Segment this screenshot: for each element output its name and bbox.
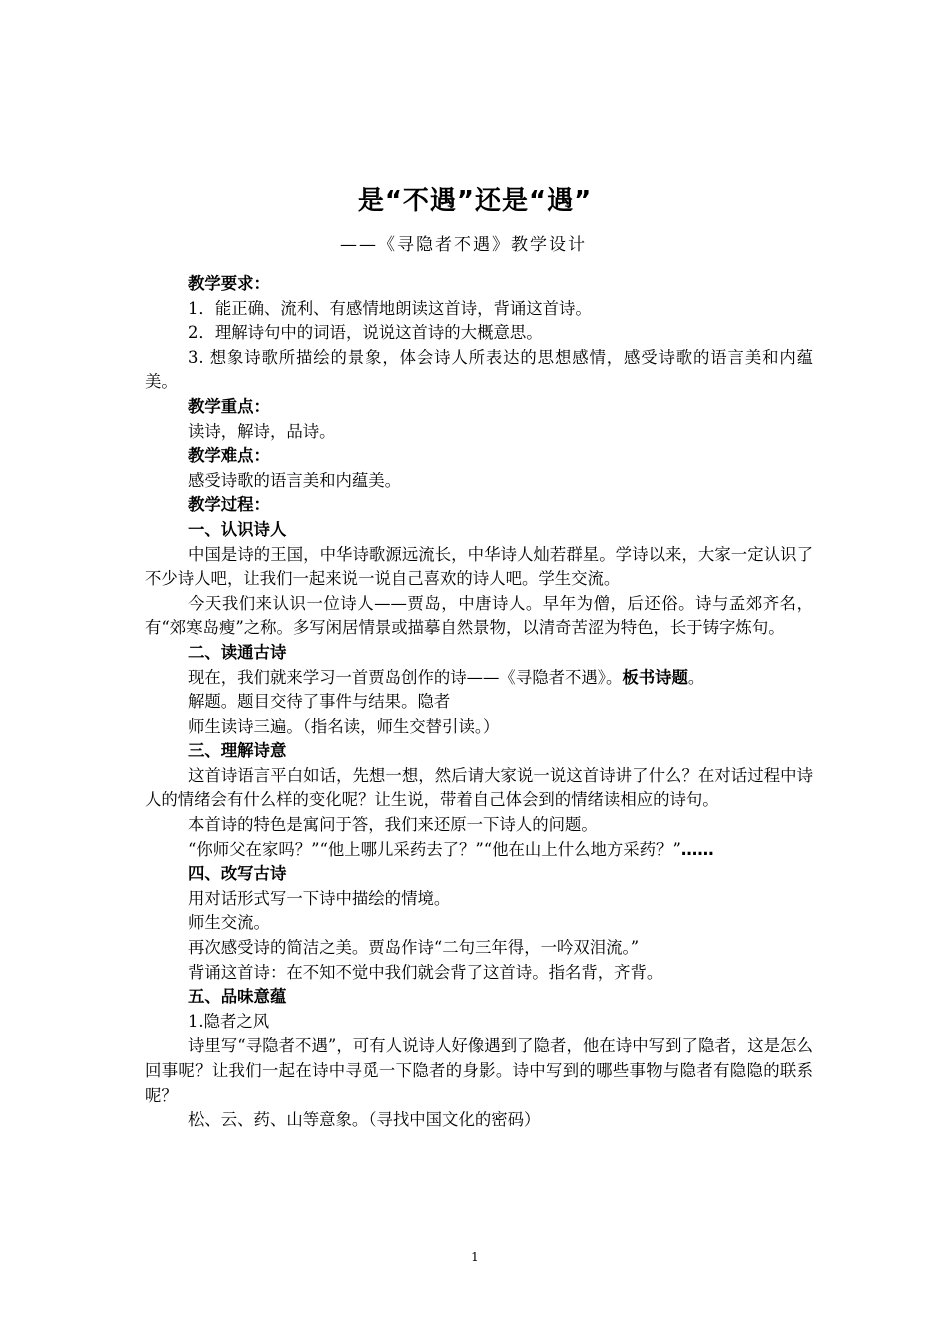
section-4-heading: 四、改写古诗 <box>188 864 287 884</box>
page-number: 1 <box>471 1250 479 1264</box>
document-body <box>145 272 813 1133</box>
paragraph <box>145 666 813 691</box>
heading-key-points: 教学重点： <box>188 396 270 416</box>
paragraph: 本首诗的特色是寓问于答，我们来还原一下诗人的问题。 <box>188 815 598 835</box>
paragraph: 这首诗语言平白如话，先想一想，然后请大家说一说这首诗讲了什么？在对话过程中诗人的情绪会有什么样的变化呢？让生说，带着自己体会到的情绪读相应的诗句。 <box>145 765 813 810</box>
requirement-3: 3. 想象诗歌所描绘的景象，体会诗人所表达的思想感情，感受诗歌的语言美和内蕴美。 <box>145 347 813 392</box>
requirement-1: 1．能正确、流利、有感情地朗读这首诗，背诵这首诗。 <box>188 298 592 318</box>
paragraph: 中国是诗的王国，中华诗歌源远流长，中华诗人灿若群星。学诗以来，大家一定认识了不少诗人吧，让我们一起来说一说自己喜欢的诗人吧。学生交流。 <box>145 544 813 589</box>
board-title-emphasis: 板书诗题 <box>622 667 688 687</box>
difficulties-text: 感受诗歌的语言美和内蕴美。 <box>188 470 402 490</box>
paragraph: 用对话形式写一下诗中描绘的情境。 <box>188 888 451 908</box>
paragraph: 1.隐者之风 <box>188 1011 270 1031</box>
section-5-heading: 五、品味意蕴 <box>188 987 287 1007</box>
heading-process: 教学过程： <box>188 495 270 515</box>
paragraph-text: 现在，我们就来学习一首贾岛创作的诗——《寻隐者不遇》。 <box>188 667 623 687</box>
paragraph: 师生交流。 <box>188 913 270 933</box>
paragraph <box>145 838 813 863</box>
paragraph: 师生读诗三遍。（指名读，师生交替引读。） <box>188 716 500 736</box>
heading-requirements: 教学要求： <box>188 274 270 293</box>
paragraph: 今天我们来认识一位诗人——贾岛，中唐诗人。早年为僧，后还俗。诗与孟郊齐名，有“郊寒岛瘦”之称。多写闲居情景或描摹自然景物，以清奇苦涩为特色，长于铸字炼句。 <box>145 593 813 638</box>
paragraph: 再次感受诗的简洁之美。贾岛作诗“二句三年得，一吟双泪流。” <box>188 938 640 958</box>
heading-difficulties: 教学难点： <box>188 446 270 466</box>
paragraph-text: “你师父在家吗？”“他上哪儿采药去了？”“他在山上什么地方采药？” <box>188 839 681 859</box>
paragraph-text: 。 <box>687 667 705 687</box>
requirement-2: 2．理解诗句中的词语，说说这首诗的大概意思。 <box>188 323 543 343</box>
section-2-heading: 二、读通古诗 <box>188 642 287 662</box>
document-title: 是“不遇”还是“遇” <box>357 186 593 216</box>
section-3-heading: 三、理解诗意 <box>188 741 287 761</box>
ellipsis: …… <box>680 839 714 859</box>
paragraph: 解题。题目交待了事件与结果。隐者 <box>188 692 451 712</box>
document-subtitle: ——《寻隐者不遇》教学设计 <box>340 235 587 255</box>
key-points-text: 读诗，解诗，品诗。 <box>188 421 336 441</box>
paragraph: 诗里写“寻隐者不遇”，可有人说诗人好像遇到了隐者，他在诗中写到了隐者，这是怎么回事呢？让我们一起在诗中寻觅一下隐者的身影。诗中写到的哪些事物与隐者有隐隐的联系呢？ <box>145 1036 813 1105</box>
paragraph: 松、云、药、山等意象。（寻找中国文化的密码） <box>188 1110 541 1130</box>
section-1-heading: 一、认识诗人 <box>188 519 287 539</box>
paragraph: 背诵这首诗：在不知不觉中我们就会背了这首诗。指名背，齐背。 <box>188 962 664 982</box>
